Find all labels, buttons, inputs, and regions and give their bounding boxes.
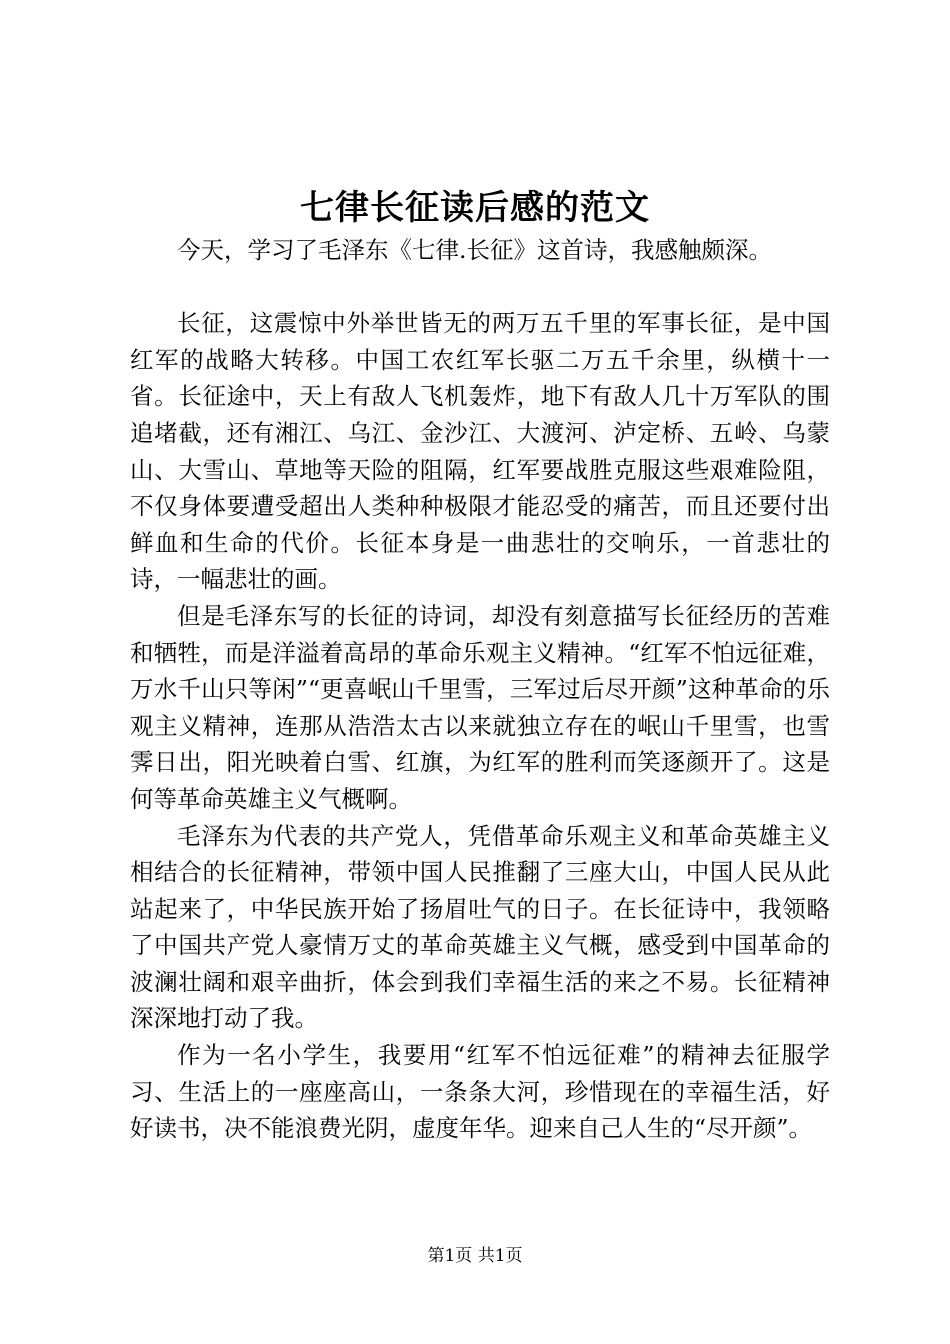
paragraph-spacer (130, 269, 830, 306)
body-paragraph-4: 作为一名小学生，我要用“红军不怕远征难”的精神去征服学习、生活上的一座座高山，一条条大河，珍惜现在的幸福生活，好好读书，决不能浪费光阴，虚度年华。迎来自己人生的“尽开颜”。 (130, 1041, 830, 1143)
document-title: 七律长征读后感的范文 (300, 188, 650, 228)
document-body (130, 232, 830, 1147)
page-number-footer: 第1页 共1页 (427, 1246, 523, 1266)
body-paragraph-2: 但是毛泽东写的长征的诗词，却没有刻意描写长征经历的苦难和牺牲，而是洋溢着高昂的革命乐观主义精神。“红军不怕远征难，万水千山只等闲”“更喜岷山千里雪，三军过后尽开颜”这种革命的乐观主义精神，连那从浩浩太古以来就独立存在的岷山千里雪，也雪霁日出，阳光映着白雪、红旗，为红军的胜利而笑逐颜开了。这是何等革命英雄主义气概啊。 (130, 601, 830, 813)
body-paragraph-3: 毛泽东为代表的共产党人，凭借革命乐观主义和革命英雄主义相结合的长征精神，带领中国人民推翻了三座大山，中国人民从此站起来了，中华民族开始了扬眉吐气的日子。在长征诗中，我领略了中国共产党人豪情万丈的革命英雄主义气概，感受到中国革命的波澜壮阔和艰辛曲折，体会到我们幸福生活的来之不易。长征精神深深地打动了我。 (130, 821, 830, 1033)
intro-paragraph: 今天，学习了毛泽东《七律.长征》这首诗，我感触颇深。 (177, 236, 772, 264)
body-paragraph-1: 长征，这震惊中外举世皆无的两万五千里的军事长征，是中国红军的战略大转移。中国工农红军长驱二万五千余里，纵横十一省。长征途中，天上有敌人飞机轰炸，地下有敌人几十万军队的围追堵截，还有湘江、乌江、金沙江、大渡河、泸定桥、五岭、乌蒙山、大雪山、草地等天险的阻隔，红军要战胜克服这些艰难险阻，不仅身体要遭受超出人类种种极限才能忍受的痛苦，而且还要付出鲜血和生命的代价。长征本身是一曲悲壮的交响乐，一首悲壮的诗，一幅悲壮的画。 (130, 309, 830, 594)
